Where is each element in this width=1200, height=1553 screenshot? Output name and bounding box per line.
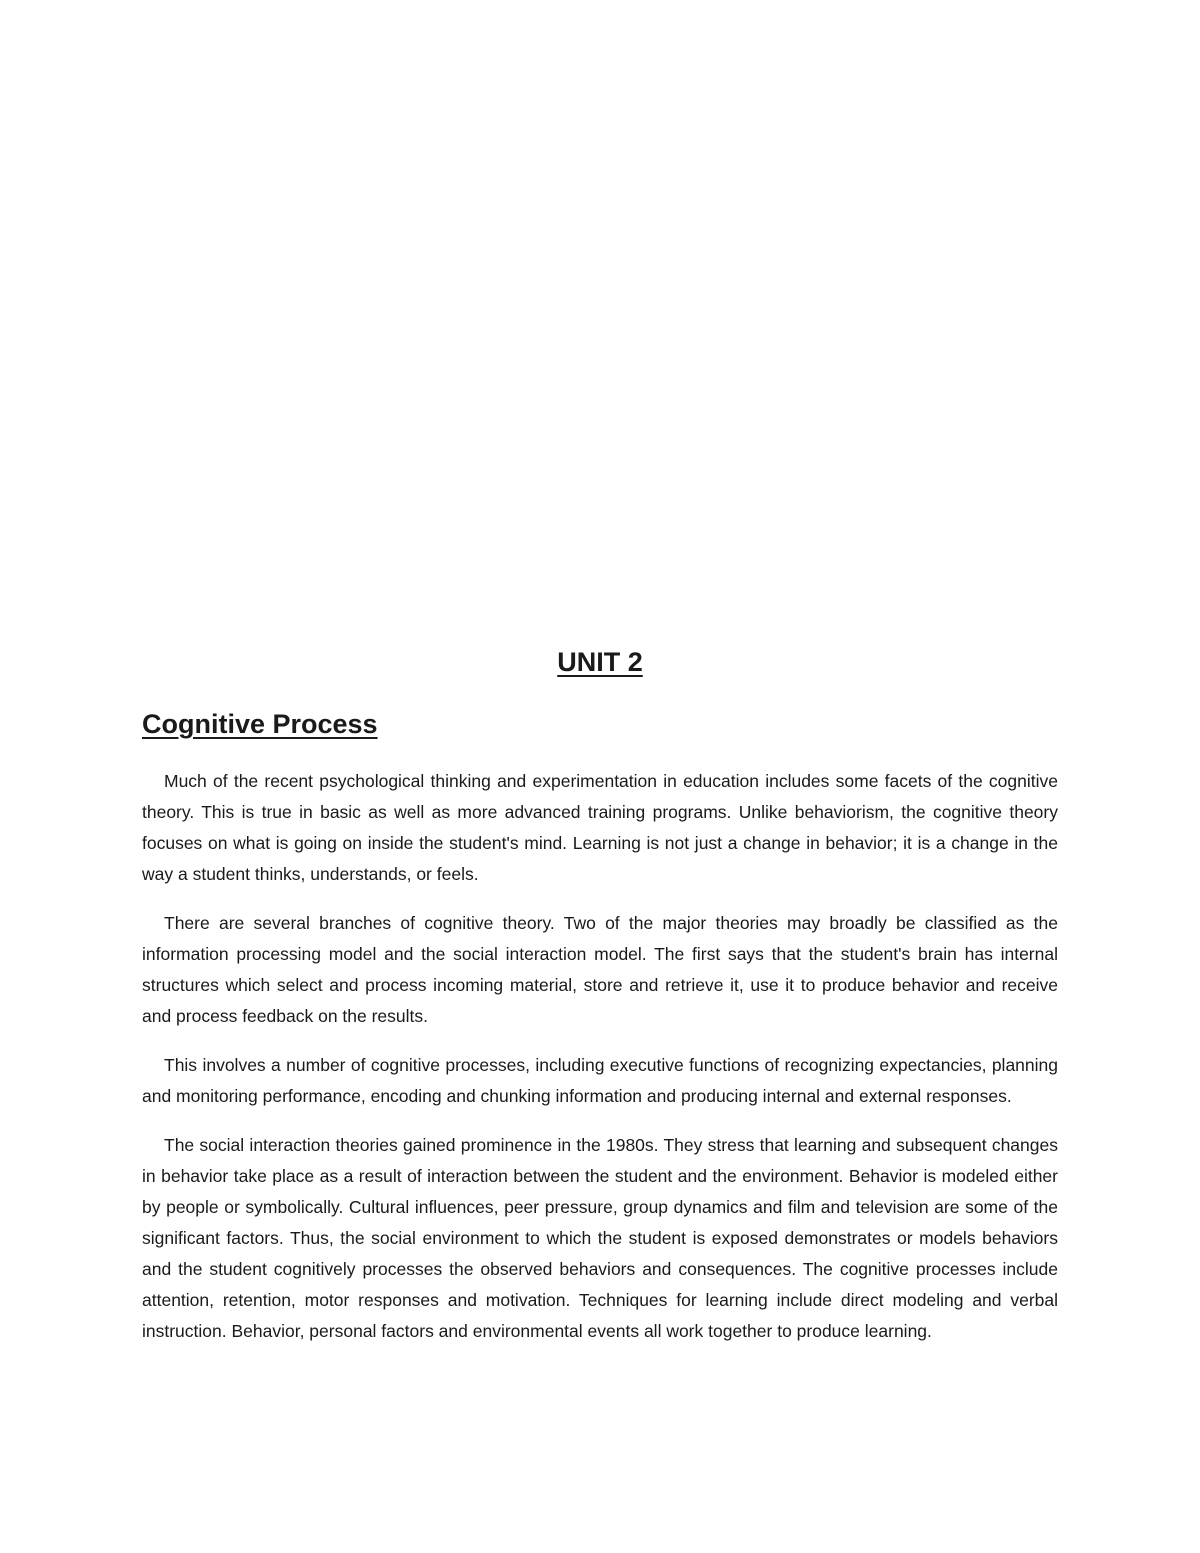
- paragraph-3: This involves a number of cognitive processes, including executive functions of recognizing expectancies, planning and monitoring performance, encoding and chunking information and producing internal and external responses.: [142, 1055, 1058, 1106]
- section-heading: Cognitive Process: [142, 709, 378, 739]
- unit-heading: UNIT 2: [557, 647, 643, 677]
- paragraph-4: The social interaction theories gained prominence in the 1980s. They stress that learning and subsequent changes in behavior take place as a result of interaction between the student and the environment. Behavior is modeled either by people or symbolically. Cultural influences, peer pressure, group dynamics and film and television are some of the significant factors. Thus, the social environment to which the student is exposed demonstrates or models behaviors and the student cognitively processes the observed behaviors and consequences. The cognitive processes include attention, retention, motor responses and motivation. Techniques for learning include direct modeling and verbal instruction. Behavior, personal factors and environmental events all work together to produce learning.: [142, 1135, 1058, 1341]
- paragraph-1: Much of the recent psychological thinking and experimentation in education includes some facets of the cognitive theory. This is true in basic as well as more advanced training programs. Unlike behaviorism, the cognitive theory focuses on what is going on inside the student's mind. Learning is not just a change in behavior; it is a change in the way a student thinks, understands, or feels.: [142, 771, 1058, 884]
- paragraph-2: There are several branches of cognitive theory. Two of the major theories may broadly be classified as the information processing model and the social interaction model. The first says that the student's brain has internal structures which select and process incoming material, store and retrieve it, use it to produce behavior and receive and process feedback on the results.: [142, 913, 1058, 1026]
- body-text: [142, 766, 1058, 1365]
